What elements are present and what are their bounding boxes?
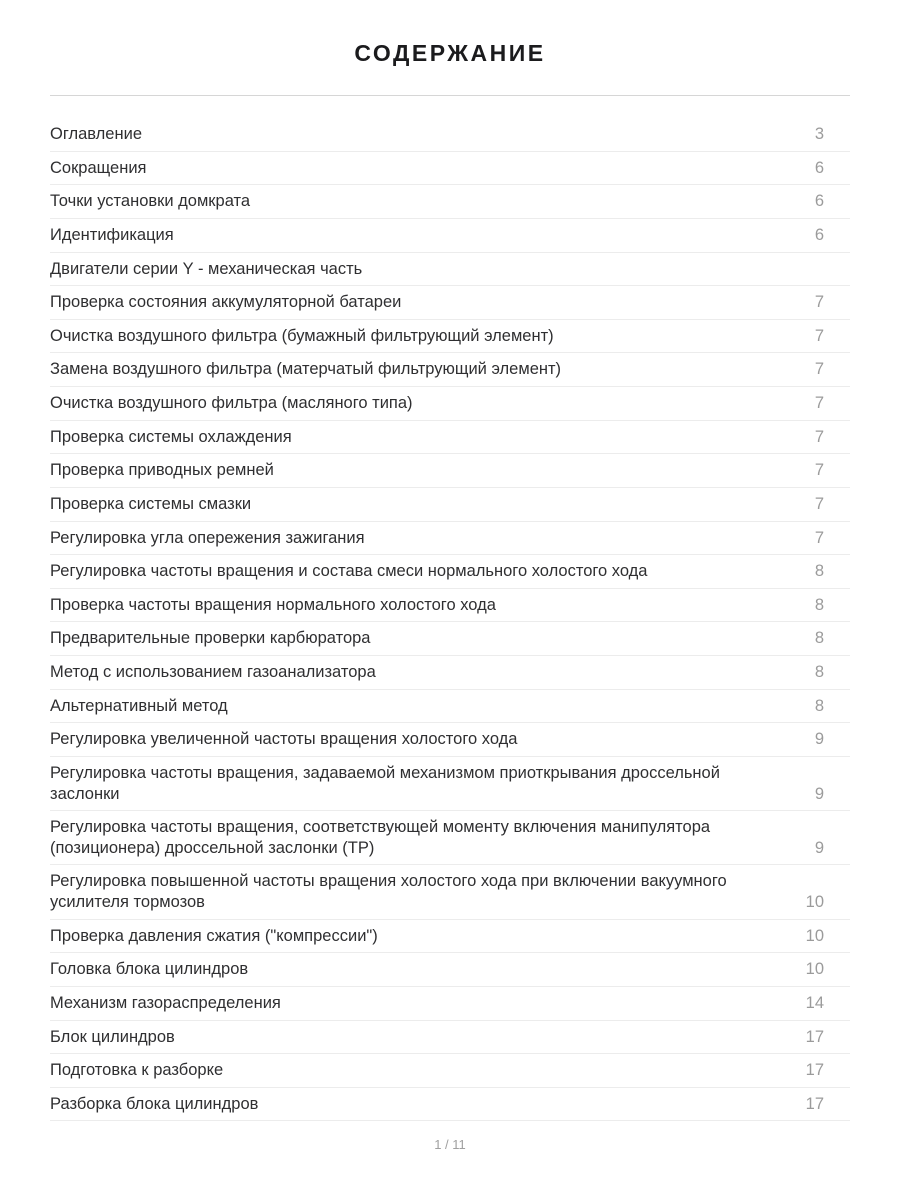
toc-entry-page: 7	[814, 461, 824, 480]
toc-row	[50, 320, 850, 354]
toc-row	[50, 152, 850, 186]
toc-entry-title: Метод с использованием газоанализатора	[50, 663, 376, 681]
toc-row	[50, 286, 850, 320]
toc-row	[50, 253, 850, 287]
toc-row	[50, 353, 850, 387]
toc-row	[50, 589, 850, 623]
toc-row	[50, 920, 850, 954]
toc-entry-page: 9	[814, 838, 824, 857]
toc-entry-page: 7	[814, 360, 824, 379]
toc-entry-page: 6	[814, 192, 824, 211]
title-divider	[50, 95, 850, 96]
toc-entry-page: 6	[814, 225, 824, 244]
toc-entry-title: Регулировка увеличенной частоты вращения холостого хода	[50, 730, 518, 749]
toc-row	[50, 865, 850, 919]
toc-entry-title: Оглавление	[50, 125, 142, 143]
toc-entry-title: Блок цилиндров	[50, 1027, 175, 1046]
toc-entry-title: Идентификация	[50, 225, 174, 244]
toc-entry-title: Двигатели серии Y - механическая часть	[50, 259, 363, 278]
toc-entry-title: Регулировка частоты вращения, задаваемой механизмом приоткрывания дроссельной заслонки	[50, 763, 720, 803]
toc-entry-title: Подготовка к разборке	[50, 1061, 224, 1080]
toc-entry-page: 8	[814, 562, 824, 581]
toc-row	[50, 1054, 850, 1088]
toc-entry-page: 7	[814, 528, 824, 547]
toc-entry-title: Регулировка повышенной частоты вращения холостого хода при включении вакуумного усилителя тормозов	[50, 872, 727, 911]
toc-entry-page: 8	[814, 696, 824, 715]
toc-row	[50, 622, 850, 656]
toc-row	[50, 987, 850, 1021]
toc-entry-title: Очистка воздушного фильтра (бумажный фильтрующий элемент)	[50, 326, 554, 345]
toc-row	[50, 757, 850, 811]
toc-row	[50, 488, 850, 522]
toc-row	[50, 387, 850, 421]
toc-entry-title: Регулировка частоты вращения и состава смеси нормального холостого хода	[50, 562, 648, 581]
toc-list	[50, 118, 850, 1121]
toc-entry-page: 7	[814, 427, 824, 446]
toc-row	[50, 522, 850, 556]
toc-entry-page: 8	[814, 595, 824, 614]
toc-entry-page: 8	[814, 629, 824, 648]
toc-entry-page: 7	[814, 326, 824, 345]
toc-entry-title: Головка блока цилиндров	[50, 960, 249, 979]
toc-entry-title: Сокращения	[50, 158, 147, 177]
toc-entry-page: 8	[814, 663, 824, 681]
toc-entry-title: Альтернативный метод	[50, 696, 228, 715]
toc-entry-title: Механизм газораспределения	[50, 993, 281, 1012]
toc-entry-page: 7	[814, 394, 824, 412]
toc-row	[50, 723, 850, 757]
toc-entry-page: 17	[805, 1094, 824, 1113]
toc-entry-page: 14	[805, 993, 824, 1012]
toc-entry-page: 3	[814, 125, 824, 143]
toc-entry-title: Проверка частоты вращения нормального холостого хода	[50, 595, 496, 614]
toc-entry-title: Проверка состояния аккумуляторной батареи	[50, 293, 402, 312]
toc-entry-page: 17	[805, 1027, 824, 1046]
toc-row	[50, 1088, 850, 1122]
toc-row	[50, 811, 850, 865]
toc-row	[50, 1021, 850, 1055]
toc-entry-page: 6	[814, 158, 824, 177]
toc-entry-title: Регулировка частоты вращения, соответствующей моменту включения манипулятора (позиционера) дроссельной заслонки (TP)	[50, 818, 711, 857]
toc-entry-title: Проверка приводных ремней	[50, 461, 274, 480]
toc-entry-title: Разборка блока цилиндров	[50, 1094, 259, 1113]
toc-row	[50, 953, 850, 987]
page-title: СОДЕРЖАНИЕ	[354, 40, 546, 66]
toc-row	[50, 421, 850, 455]
toc-entry-page: 17	[805, 1061, 824, 1080]
toc-row	[50, 656, 850, 690]
toc-entry-page: 10	[805, 893, 824, 911]
toc-entry-title: Замена воздушного фильтра (матерчатый фильтрующий элемент)	[50, 360, 562, 379]
toc-entry-title: Точки установки домкрата	[50, 192, 251, 211]
toc-entry-title: Проверка системы охлаждения	[50, 427, 292, 446]
toc-row	[50, 454, 850, 488]
toc-entry-page: 10	[805, 926, 824, 945]
toc-entry-title: Регулировка угла опережения зажигания	[50, 528, 365, 547]
page-number-indicator: 1 / 11	[434, 1137, 466, 1153]
toc-row	[50, 690, 850, 724]
toc-row	[50, 555, 850, 589]
toc-entry-page: 7	[814, 494, 824, 513]
toc-entry-title: Предварительные проверки карбюратора	[50, 629, 371, 648]
toc-entry-page: 9	[814, 784, 824, 803]
toc-entry-title: Проверка системы смазки	[50, 494, 252, 513]
toc-row	[50, 118, 850, 152]
toc-entry-page: 7	[814, 293, 824, 312]
toc-entry-page: 10	[805, 960, 824, 979]
toc-entry-title: Очистка воздушного фильтра (масляного типа)	[50, 394, 413, 412]
toc-entry-page: 9	[814, 730, 824, 749]
toc-entry-title: Проверка давления сжатия ("компрессии")	[50, 926, 378, 945]
toc-row	[50, 185, 850, 219]
toc-row	[50, 219, 850, 253]
